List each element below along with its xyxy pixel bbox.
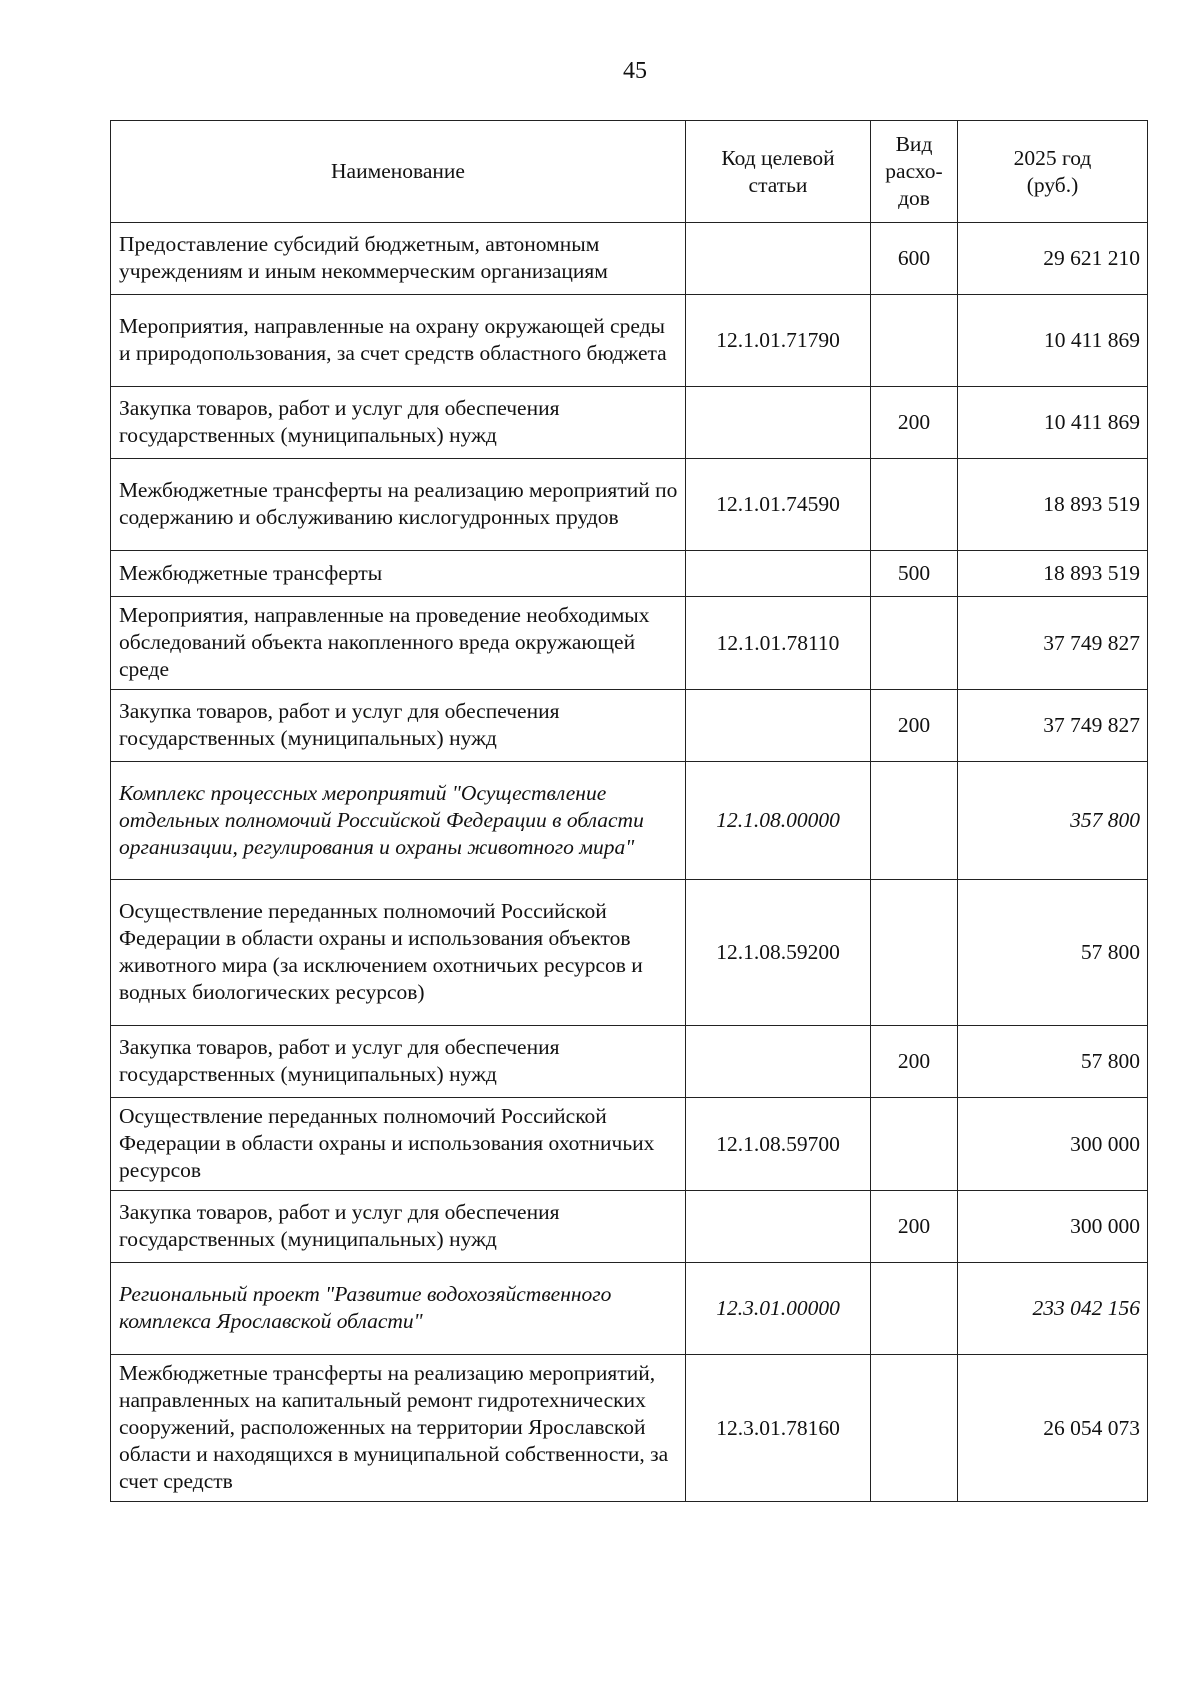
row-name-cell: Закупка товаров, работ и услуг для обеспечения государственных (муниципальных) нужд xyxy=(111,690,686,762)
row-name-cell: Межбюджетные трансферты на реализацию мероприятий по содержанию и обслуживанию кислогудронных прудов xyxy=(111,459,686,551)
row-type-cell: 500 xyxy=(871,551,958,597)
table-row xyxy=(111,690,1148,762)
header-type-line2: расхо- xyxy=(885,159,943,183)
table-row xyxy=(111,1263,1148,1355)
row-amount-cell: 357 800 xyxy=(958,762,1148,880)
row-type-cell xyxy=(871,1263,958,1355)
row-name-cell: Мероприятия, направленные на проведение необходимых обследований объекта накопленного вреда окружающей среде xyxy=(111,597,686,690)
header-code-line2: статьи xyxy=(748,172,808,197)
row-name-cell: Закупка товаров, работ и услуг для обеспечения государственных (муниципальных) нужд xyxy=(111,1191,686,1263)
table-row xyxy=(111,1026,1148,1098)
row-type-cell xyxy=(871,597,958,690)
row-amount-cell: 233 042 156 xyxy=(958,1263,1148,1355)
row-name-cell: Закупка товаров, работ и услуг для обеспечения государственных (муниципальных) нужд xyxy=(111,387,686,459)
header-name-label: Наименование xyxy=(331,159,465,183)
budget-table xyxy=(110,120,1148,1502)
row-name-cell: Межбюджетные трансферты xyxy=(111,551,686,597)
row-amount-cell: 29 621 210 xyxy=(958,223,1148,295)
row-code-cell: 12.1.01.78110 xyxy=(686,597,871,690)
row-code-cell: 12.1.08.59200 xyxy=(686,880,871,1026)
row-type-cell: 200 xyxy=(871,690,958,762)
row-code-cell xyxy=(686,223,871,295)
row-type-cell: 200 xyxy=(871,1026,958,1098)
row-amount-cell: 10 411 869 xyxy=(958,295,1148,387)
table-row xyxy=(111,762,1148,880)
table-row xyxy=(111,459,1148,551)
row-code-cell xyxy=(686,690,871,762)
row-code-cell: 12.1.01.74590 xyxy=(686,459,871,551)
row-type-cell xyxy=(871,1098,958,1191)
row-amount-cell: 18 893 519 xyxy=(958,459,1148,551)
row-name-cell: Предоставление субсидий бюджетным, автономным учреждениям и иным некоммерческим организациям xyxy=(111,223,686,295)
row-code-cell: 12.3.01.00000 xyxy=(686,1263,871,1355)
row-name-cell: Комплекс процессных мероприятий "Осуществление отдельных полномочий Российской Федерации в области организации, регулирования и охраны животного мира" xyxy=(111,762,686,880)
row-type-cell: 200 xyxy=(871,1191,958,1263)
table-row xyxy=(111,1355,1148,1502)
row-amount-cell: 10 411 869 xyxy=(958,387,1148,459)
table-row xyxy=(111,387,1148,459)
row-code-cell: 12.1.01.71790 xyxy=(686,295,871,387)
row-name-cell: Закупка товаров, работ и услуг для обеспечения государственных (муниципальных) нужд xyxy=(111,1026,686,1098)
table-row xyxy=(111,1191,1148,1263)
header-amount-line2: (руб.) xyxy=(1026,172,1079,197)
row-code-cell xyxy=(686,1026,871,1098)
table-row xyxy=(111,880,1148,1026)
row-amount-cell: 300 000 xyxy=(958,1098,1148,1191)
row-type-cell: 200 xyxy=(871,387,958,459)
row-code-cell: 12.3.01.78160 xyxy=(686,1355,871,1502)
row-code-cell xyxy=(686,1191,871,1263)
row-name-cell: Мероприятия, направленные на охрану окружающей среды и природопользования, за счет средств областного бюджета xyxy=(111,295,686,387)
row-amount-cell: 57 800 xyxy=(958,880,1148,1026)
row-code-cell: 12.1.08.00000 xyxy=(686,762,871,880)
table-row xyxy=(111,1098,1148,1191)
header-type-line1: Вид xyxy=(895,132,933,156)
table-row xyxy=(111,551,1148,597)
row-amount-cell: 37 749 827 xyxy=(958,597,1148,690)
table-row xyxy=(111,295,1148,387)
row-type-cell xyxy=(871,880,958,1026)
table-header xyxy=(111,121,1148,223)
row-name-cell: Региональный проект "Развитие водохозяйственного комплекса Ярославской области" xyxy=(111,1263,686,1355)
row-name-cell: Осуществление переданных полномочий Российской Федерации в области охраны и использования объектов животного мира (за исключением охотничьих ресурсов и водных биологических ресурсов) xyxy=(111,880,686,1026)
header-name xyxy=(111,121,686,223)
row-type-cell: 600 xyxy=(871,223,958,295)
header-amount xyxy=(958,121,1148,223)
row-type-cell xyxy=(871,1355,958,1502)
table-row xyxy=(111,223,1148,295)
header-amount-line1: 2025 год xyxy=(1013,145,1092,170)
row-name-cell: Осуществление переданных полномочий Российской Федерации в области охраны и использования охотничьих ресурсов xyxy=(111,1098,686,1191)
row-type-cell xyxy=(871,295,958,387)
header-code xyxy=(686,121,871,223)
table-body xyxy=(111,223,1148,1502)
row-amount-cell: 57 800 xyxy=(958,1026,1148,1098)
header-type xyxy=(871,121,958,223)
row-amount-cell: 37 749 827 xyxy=(958,690,1148,762)
header-code-line1: Код целевой xyxy=(721,145,835,170)
table-row xyxy=(111,597,1148,690)
row-type-cell xyxy=(871,459,958,551)
row-type-cell xyxy=(871,762,958,880)
row-name-cell: Межбюджетные трансферты на реализацию мероприятий, направленных на капитальный ремонт гидротехнических сооружений, расположенных на территории Ярославской области и находящихся в муниципальной собственности, за счет средств xyxy=(111,1355,686,1502)
row-code-cell xyxy=(686,551,871,597)
row-code-cell: 12.1.08.59700 xyxy=(686,1098,871,1191)
header-type-line3: дов xyxy=(898,186,930,210)
row-amount-cell: 300 000 xyxy=(958,1191,1148,1263)
row-amount-cell: 26 054 073 xyxy=(958,1355,1148,1502)
page-number: 45 xyxy=(623,58,647,84)
row-amount-cell: 18 893 519 xyxy=(958,551,1148,597)
row-code-cell xyxy=(686,387,871,459)
